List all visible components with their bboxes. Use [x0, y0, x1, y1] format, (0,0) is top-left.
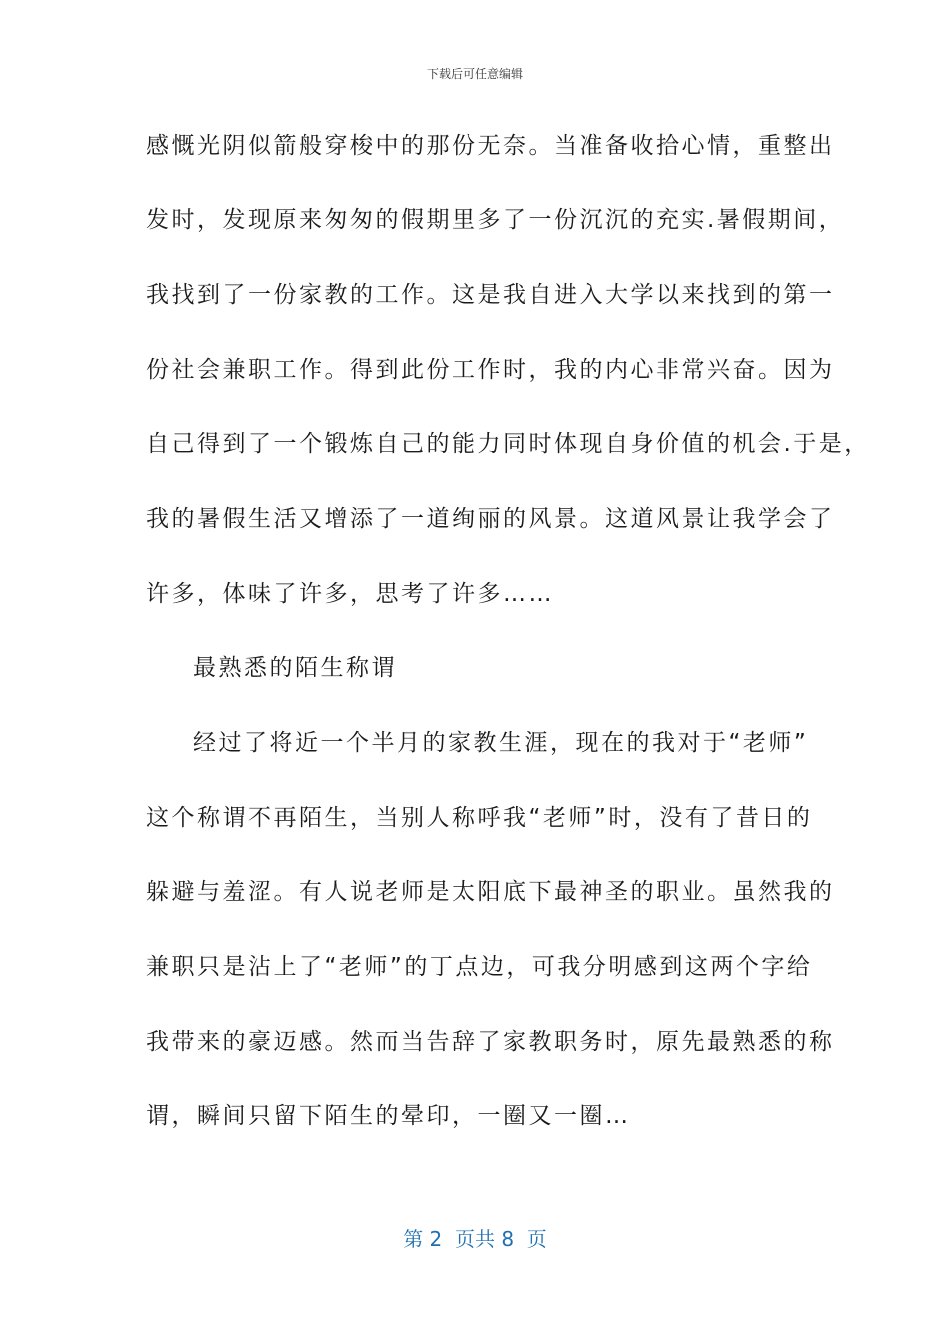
text-line: 发时，发现原来匆匆的假期里多了一份沉沉的充实.暑假期间，: [146, 207, 845, 233]
section-heading: 最熟悉的陌生称谓: [193, 655, 397, 681]
text-line: 我带来的豪迈感。然而当告辞了家教职务时，原先最熟悉的称: [146, 1029, 835, 1055]
text-line: 感慨光阴似箭般穿梭中的那份无奈。当准备收拾心情，重整出: [146, 133, 835, 159]
text-line: 我找到了一份家教的工作。这是我自进入大学以来找到的第一: [146, 282, 835, 308]
text-line: 谓，瞬间只留下陌生的晕印，一圈又一圈…: [146, 1103, 631, 1129]
text-line: 许多，体味了许多，思考了许多……: [146, 581, 554, 607]
text-line: 躲避与羞涩。有人说老师是太阳底下最神圣的职业。虽然我的: [146, 879, 835, 905]
page-header: 下载后可任意编辑: [426, 67, 523, 81]
text-line: 这个称谓不再陌生，当别人称呼我“老师”时，没有了昔日的: [146, 805, 813, 831]
page-number: 第 2 页共 8 页: [403, 1227, 547, 1251]
text-line: 自己得到了一个锻炼自己的能力同时体现自身价值的机会.于是，: [146, 431, 870, 457]
text-line: 我的暑假生活又增添了一道绚丽的风景。这道风景让我学会了: [146, 506, 835, 532]
text-line: 兼职只是沾上了“老师”的丁点边，可我分明感到这两个字给: [146, 954, 813, 980]
text-line: 经过了将近一个半月的家教生涯，现在的我对于“老师”: [193, 730, 809, 756]
text-line: 份社会兼职工作。得到此份工作时，我的内心非常兴奋。因为: [146, 357, 835, 383]
